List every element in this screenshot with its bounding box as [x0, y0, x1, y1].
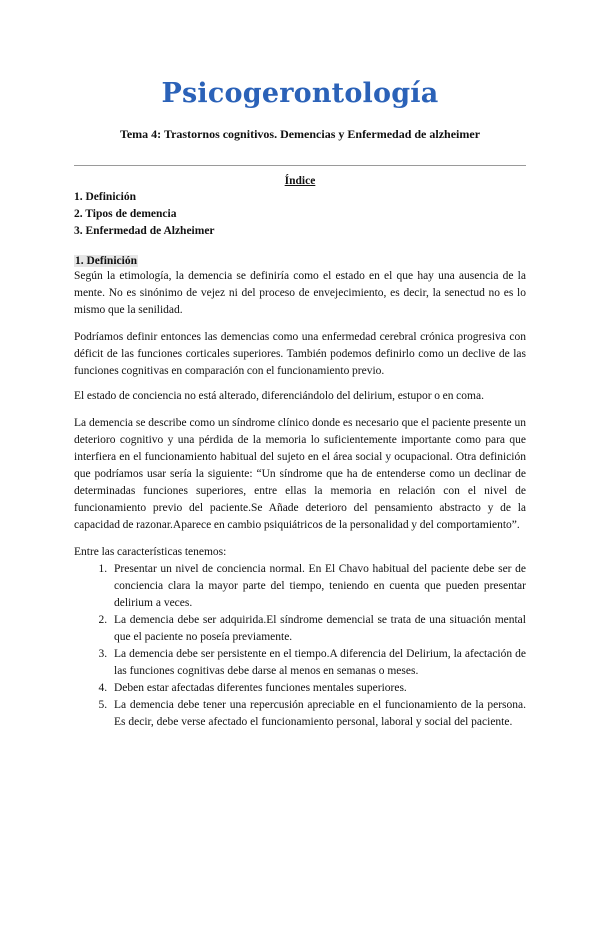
index-heading: Índice: [284, 175, 316, 187]
document-subtitle: Tema 4: Trastornos cognitivos. Demencias y Enfermedad de alzheimer: [119, 127, 481, 141]
list-item: 5. La demencia debe tener una repercusión apreciable en el funcionamiento de la persona. Es decir, debe verse afectado el funcionamiento personal, laboral y social del paciente.: [110, 697, 526, 731]
index-list: [74, 189, 526, 240]
paragraph: La demencia se describe como un síndrome clínico donde es necesario que el paciente presente un deterioro cognitivo y una pérdida de la memoria lo suficientemente importante como para que interfiera en el funcionamiento habitual del sujeto en el área social y ocupacional. Otra definición que podríamos usar sería la siguiente: “Un síndrome que ha de entenderse como un declinar de determinadas funciones superiores, entre ellas la memoria en relación con el nivel de funcionamiento previo del paciente.Se Añade deterioro del pensamiento abstracto y de la capacidad de razonar.Aparece en cambio psiquiátricos de la personalidad y del comportamiento”.: [74, 417, 526, 531]
index-item[interactable]: 1. Definición: [74, 191, 136, 203]
paragraph: Entre las características tenemos:: [74, 546, 227, 558]
characteristics-list: [74, 561, 526, 731]
divider: [74, 165, 526, 166]
paragraph: Podríamos definir entonces las demencias como una enfermedad cerebral crónica progresiva con déficit de las funciones corticales superiores. También podemos definirlo como un declive de las funciones cognitivas en comparación con el funcionamiento previo.: [74, 331, 526, 377]
paragraph: El estado de conciencia no está alterado, diferenciándolo del delirium, estupor o en coma.: [74, 390, 484, 402]
paragraph: Según la etimología, la demencia se definiría como el estado en el que hay una ausencia de la mente. No es sinónimo de vejez ni del proceso de envejecimiento, es decir, la senectud no es lo mismo que la senilidad.: [74, 270, 526, 316]
section-heading-text: 1. Definición: [75, 255, 137, 267]
section-heading: [74, 255, 526, 267]
document-page: [0, 78, 600, 926]
index-item[interactable]: 2. Tipos de demencia: [74, 208, 177, 220]
document-title: Psicogerontología: [161, 78, 439, 109]
list-item: 1. Presentar un nivel de conciencia normal. En El Chavo habitual del paciente debe ser de conciencia clara la mayor parte del tiempo, teniendo en cuenta que pueden presentar delirium a veces.: [110, 561, 526, 612]
list-item: 4. Deben estar afectadas diferentes funciones mentales superiores.: [110, 680, 526, 697]
index-item[interactable]: 3. Enfermedad de Alzheimer: [74, 225, 215, 237]
list-item: 2. La demencia debe ser adquirida.El síndrome demencial se trata de una situación mental que el paciente no poseía previamente.: [110, 612, 526, 646]
list-item: 3. La demencia debe ser persistente en el tiempo.A diferencia del Delirium, la afectación de las funciones cognitivas debe darse al menos en semanas o meses.: [110, 646, 526, 680]
